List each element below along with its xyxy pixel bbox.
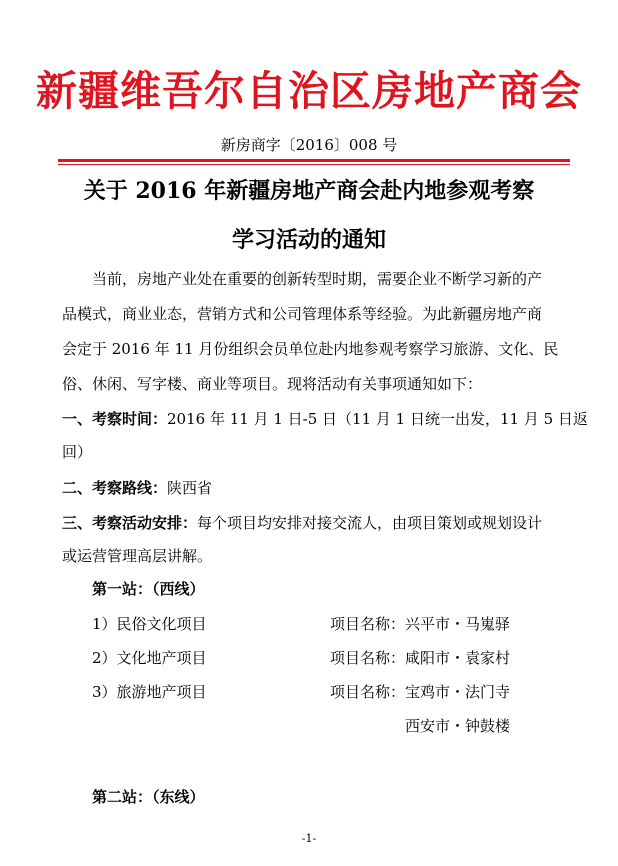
section-time-cont: 回） <box>62 443 93 461</box>
doc-number: 新房商字〔2016〕008 号 <box>220 136 398 154</box>
section-route <box>62 477 212 499</box>
intro-line-4: 俗、休闲、写字楼、商业等项目。现将活动有关事项通知如下： <box>62 375 483 393</box>
station1-item-1-label: 1）民俗文化项目 <box>92 615 207 633</box>
section-time-label: 一、考察时间： <box>62 410 168 428</box>
section-arrangement-cont: 或运营管理高层讲解。 <box>62 547 213 565</box>
section-arrangement-label: 三、考察活动安排： <box>62 514 198 532</box>
station1-item-2-name <box>330 647 510 669</box>
section-route-text: 陕西省 <box>167 479 213 497</box>
project-name-value: 宝鸡市・法门寺 <box>405 683 511 701</box>
project-name-label: 项目名称： <box>330 615 406 633</box>
station1-heading: 第一站：（西线） <box>92 580 205 598</box>
section-time <box>62 408 588 430</box>
station1-item-3-name <box>330 681 510 703</box>
station1-item-1-name <box>330 613 510 635</box>
section-time-text: 2016 年 11 月 1 日-5 日（11 月 1 日统一出发，11 月 5 日返 <box>167 410 588 428</box>
title-line-2: 学习活动的通知 <box>231 227 386 253</box>
project-name-value: 兴平市・马嵬驿 <box>405 615 511 633</box>
section-arrangement <box>62 512 542 534</box>
station1-extra-name: 西安市・钟鼓楼 <box>405 717 511 735</box>
red-rule-thin <box>58 164 570 165</box>
station2-heading: 第二站：（东线） <box>92 788 205 806</box>
section-arrangement-text: 每个项目均安排对接交流人，由项目策划或规划设计 <box>197 514 543 532</box>
project-name-label: 项目名称： <box>330 649 406 667</box>
station1-item-2-label: 2）文化地产项目 <box>92 649 207 667</box>
intro-line-3: 会定于 2016 年 11 月份组织会员单位赴内地参观考察学习旅游、文化、民 <box>62 340 559 358</box>
intro-line-2: 品模式，商业业态，营销方式和公司管理体系等经验。为此新疆房地产商 <box>62 305 543 323</box>
org-name: 新疆维吾尔自治区房地产商会 <box>36 67 582 115</box>
section-route-label: 二、考察路线： <box>62 479 168 497</box>
project-name-label: 项目名称： <box>330 683 406 701</box>
title-line-1: 关于 2016 年新疆房地产商会赴内地参观考察 <box>83 178 535 204</box>
red-rule-thick <box>58 159 570 162</box>
station1-item-3-label: 3）旅游地产项目 <box>92 683 207 701</box>
page-number: -1- <box>301 832 317 845</box>
project-name-value: 咸阳市・袁家村 <box>405 649 511 667</box>
intro-line-1: 当前，房地产业处在重要的创新转型时期，需要企业不断学习新的产 <box>92 270 543 288</box>
